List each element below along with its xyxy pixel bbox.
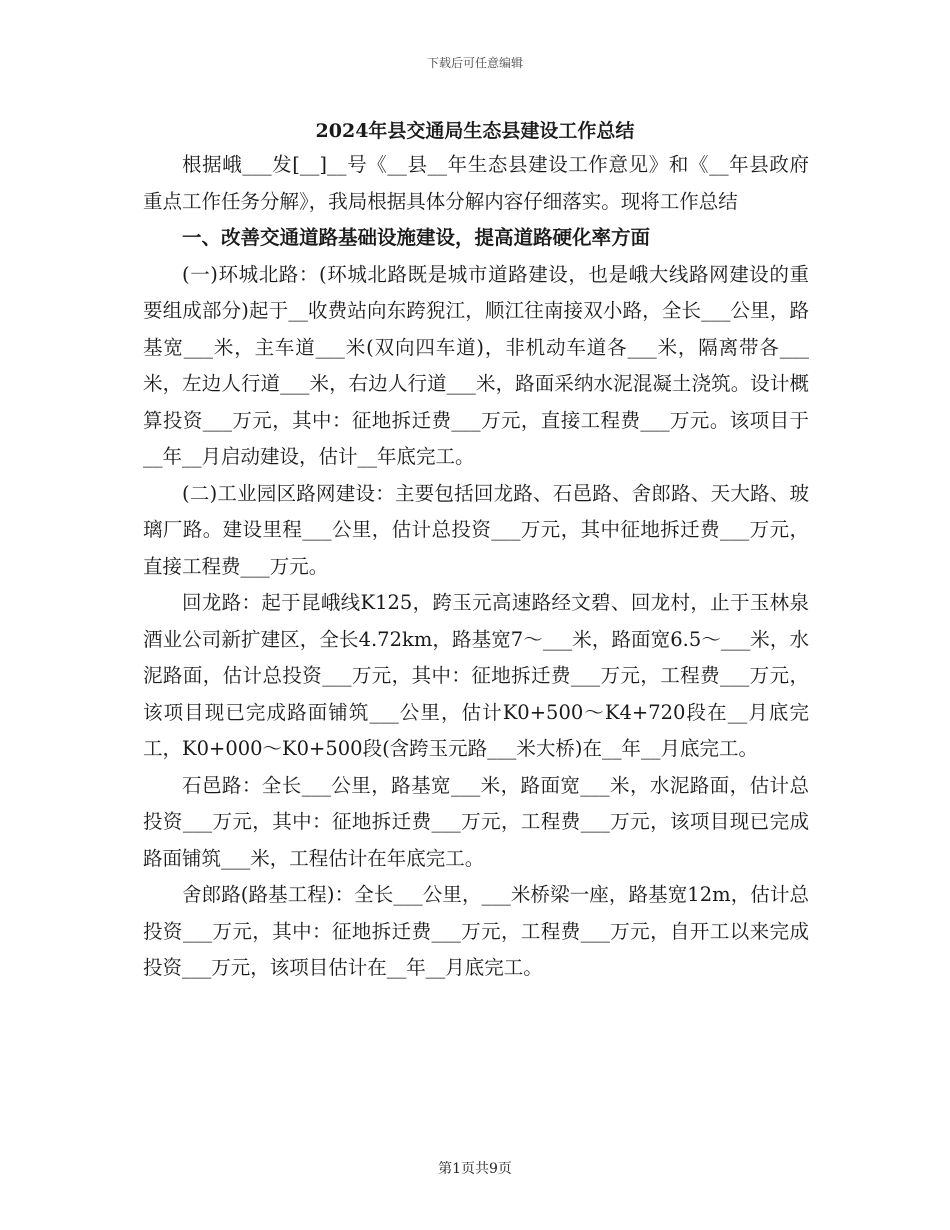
intro-paragraph: 根据峨___发[__]__号《__县__年生态县建设工作意见》和《__年县政府重点工作任务分解》，我局根据具体分解内容仔细落实。现将工作总结 (143, 153, 809, 213)
body-paragraph: 回龙路：起于昆峨线K125，跨玉元高速路经文碧、回龙村，止于玉林泉酒业公司新扩建区，全长4.72km，路基宽7～___米，路面宽6.5～___米，水泥路面，估计总投资___万元，其中：征地拆迁费___万元，工程费___万元，该项目现已完成路面铺筑___公里，估计K0+500～K4+720段在__月底完工，K0+000～K0+500段(含跨玉元路___米大桥)在__年__月底完工。 (143, 591, 809, 760)
header-note: 下载后可任意编辑 (426, 56, 523, 70)
body-paragraph: (一)环城北路：(环城北路既是城市道路建设，也是峨大线路网建设的重要组成部分)起于__收费站向东跨猊江，顺江往南接双小路，全长___公里，路基宽___米，主车道___米(双向四车道)，非机动车道各___米，隔离带各___米，左边人行道___米，右边人行道___米，路面采纳水泥混凝土浇筑。设计概算投资___万元，其中：征地拆迁费___万元，直接工程费___万元。该项目于__年__月启动建设，估计__年底完工。 (143, 262, 809, 468)
document-title: 2024年县交通局生态县建设工作总结 (315, 120, 635, 142)
body-paragraph: (二)工业园区路网建设：主要包括回龙路、石邑路、舍郎路、天大路、玻璃厂路。建设里程___公里，估计总投资___万元，其中征地拆迁费___万元，直接工程费___万元。 (143, 481, 809, 578)
document-body (143, 147, 809, 987)
section-heading: 一、改善交通道路基础设施建设，提高道路硬化率方面 (182, 226, 651, 249)
page-number: 第1页共9页 (438, 1161, 512, 1177)
body-paragraph: 石邑路：全长___公里，路基宽___米，路面宽___米，水泥路面，估计总投资___万元，其中：征地拆迁费___万元，工程费___万元，该项目现已完成路面铺筑___米，工程估计在年底完工。 (143, 773, 809, 870)
body-paragraph: 舍郎路(路基工程)：全长___公里，___米桥梁一座，路基宽12m，估计总投资___万元，其中：征地拆迁费___万元，工程费___万元，自开工以来完成投资___万元，该项目估计在__年__月底完工。 (143, 883, 809, 979)
